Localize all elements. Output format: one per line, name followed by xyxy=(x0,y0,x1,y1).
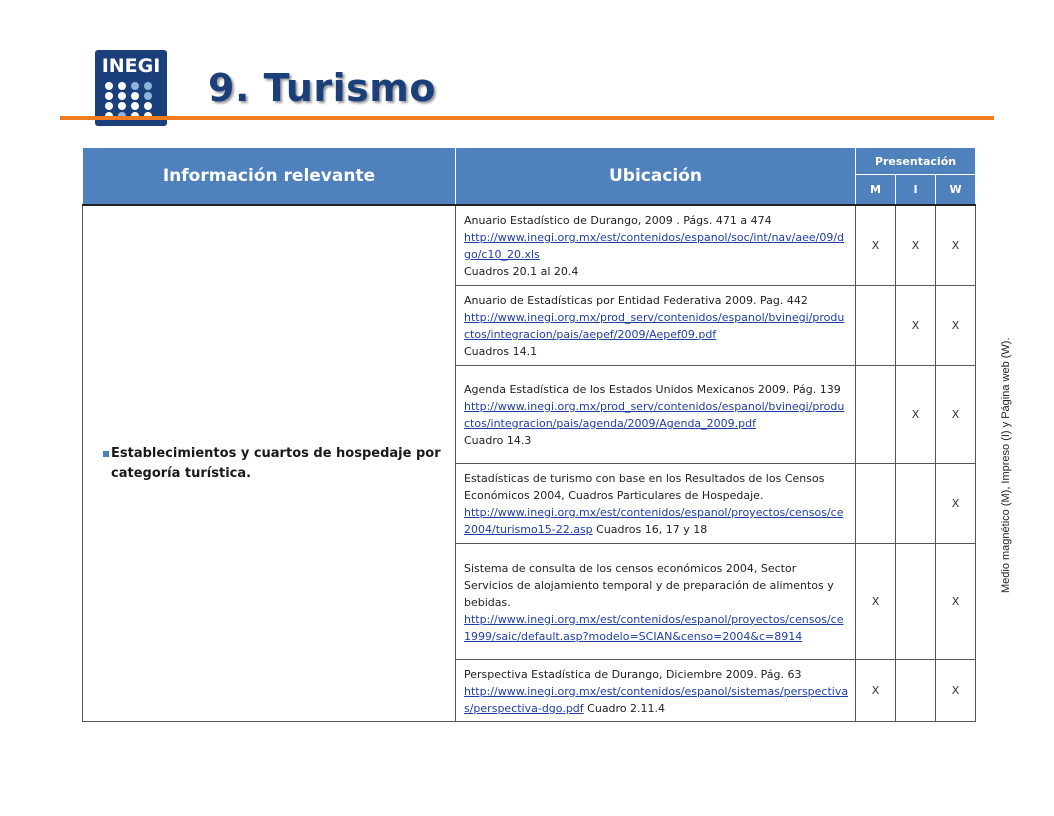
mark-i: X xyxy=(896,366,936,464)
mark-m: X xyxy=(856,660,896,722)
location-cell xyxy=(456,366,856,464)
source-tables: Cuadro 2.11.4 xyxy=(583,701,666,715)
mark-w: X xyxy=(936,205,976,286)
mark-m xyxy=(856,464,896,544)
mark-i: X xyxy=(896,205,936,286)
sources-table xyxy=(82,147,976,722)
mark-m xyxy=(856,286,896,366)
relevant-info-text: Establecimientos y cuartos de hospedaje por categoría turística. xyxy=(111,445,441,481)
table-row xyxy=(83,205,976,286)
source-text: Anuario de Estadísticas por Entidad Federativa 2009. Pag. 442 xyxy=(464,294,808,307)
bullet-icon xyxy=(103,451,109,457)
mark-w: X xyxy=(936,464,976,544)
column-header-location: Ubicación xyxy=(456,148,856,206)
source-tables: Cuadros 20.1 al 20.4 xyxy=(464,265,579,278)
column-header-i: I xyxy=(896,175,936,205)
source-tables: Cuadros 14.1 xyxy=(464,345,538,358)
source-link[interactable]: http://www.inegi.org.mx/est/contenidos/espanol/proyectos/censos/ce2004/turismo15-22.asp xyxy=(464,506,844,536)
source-link[interactable]: http://www.inegi.org.mx/est/contenidos/espanol/sistemas/perspectivas/perspectiva-dgo.pdf xyxy=(464,684,849,715)
mark-i xyxy=(896,544,936,660)
legend-note: Medio magnético (M), Impreso (I) y Página web (W). xyxy=(1000,337,1012,593)
source-link[interactable]: http://www.inegi.org.mx/est/contenidos/espanol/soc/int/nav/aee/09/dgo/c10_20.xls xyxy=(464,231,845,261)
mark-m: X xyxy=(856,544,896,660)
source-text: Sistema de consulta de los censos económicos 2004, Sector Servicios de alojamiento temporal y de preparación de alimentos y bebidas. xyxy=(464,561,834,609)
source-text: Anuario Estadístico de Durango, 2009 . Págs. 471 a 474 xyxy=(464,214,772,227)
source-link[interactable]: http://www.inegi.org.mx/prod_serv/contenidos/espanol/bvinegi/productos/integracion/pais/aepef/2009/Aepef09.pdf xyxy=(464,311,845,341)
source-text: Agenda Estadística de los Estados Unidos Mexicanos 2009. Pág. 139 xyxy=(464,383,841,396)
mark-m: X xyxy=(856,205,896,286)
source-tables: Cuadros 16, 17 y 18 xyxy=(592,523,708,536)
source-link[interactable]: http://www.inegi.org.mx/est/contenidos/espanol/proyectos/censos/ce1999/saic/default.asp?modelo=SCIAN&censo=2004&c=8914 xyxy=(464,612,844,643)
page-title: 9. Turismo xyxy=(208,66,436,110)
mark-w: X xyxy=(936,660,976,722)
mark-i: X xyxy=(896,286,936,366)
source-tables: Cuadro 14.3 xyxy=(464,434,532,447)
mark-m xyxy=(856,366,896,464)
location-cell xyxy=(456,660,856,722)
title-underline xyxy=(60,116,994,120)
source-text: Perspectiva Estadística de Durango, Diciembre 2009. Pág. 63 xyxy=(464,667,802,681)
column-header-m: M xyxy=(856,175,896,205)
column-header-w: W xyxy=(936,175,976,205)
column-header-presentation: Presentación xyxy=(856,148,976,175)
location-cell xyxy=(456,286,856,366)
mark-w: X xyxy=(936,544,976,660)
source-text: Estadísticas de turismo con base en los Resultados de los Censos Económicos 2004, Cuadros Particulares de Hospedaje. xyxy=(464,472,825,502)
location-cell xyxy=(456,464,856,544)
location-cell xyxy=(456,205,856,286)
mark-i xyxy=(896,464,936,544)
mark-w: X xyxy=(936,286,976,366)
column-header-info: Información relevante xyxy=(83,148,456,206)
location-cell xyxy=(456,544,856,660)
mark-w: X xyxy=(936,366,976,464)
source-link[interactable]: http://www.inegi.org.mx/prod_serv/contenidos/espanol/bvinegi/productos/integracion/pais/agenda/2009/Agenda_2009.pdf xyxy=(464,400,845,430)
mark-i xyxy=(896,660,936,722)
inegi-logo xyxy=(95,50,167,126)
relevant-info-cell xyxy=(83,205,456,722)
logo-text: INEGI xyxy=(101,55,161,77)
